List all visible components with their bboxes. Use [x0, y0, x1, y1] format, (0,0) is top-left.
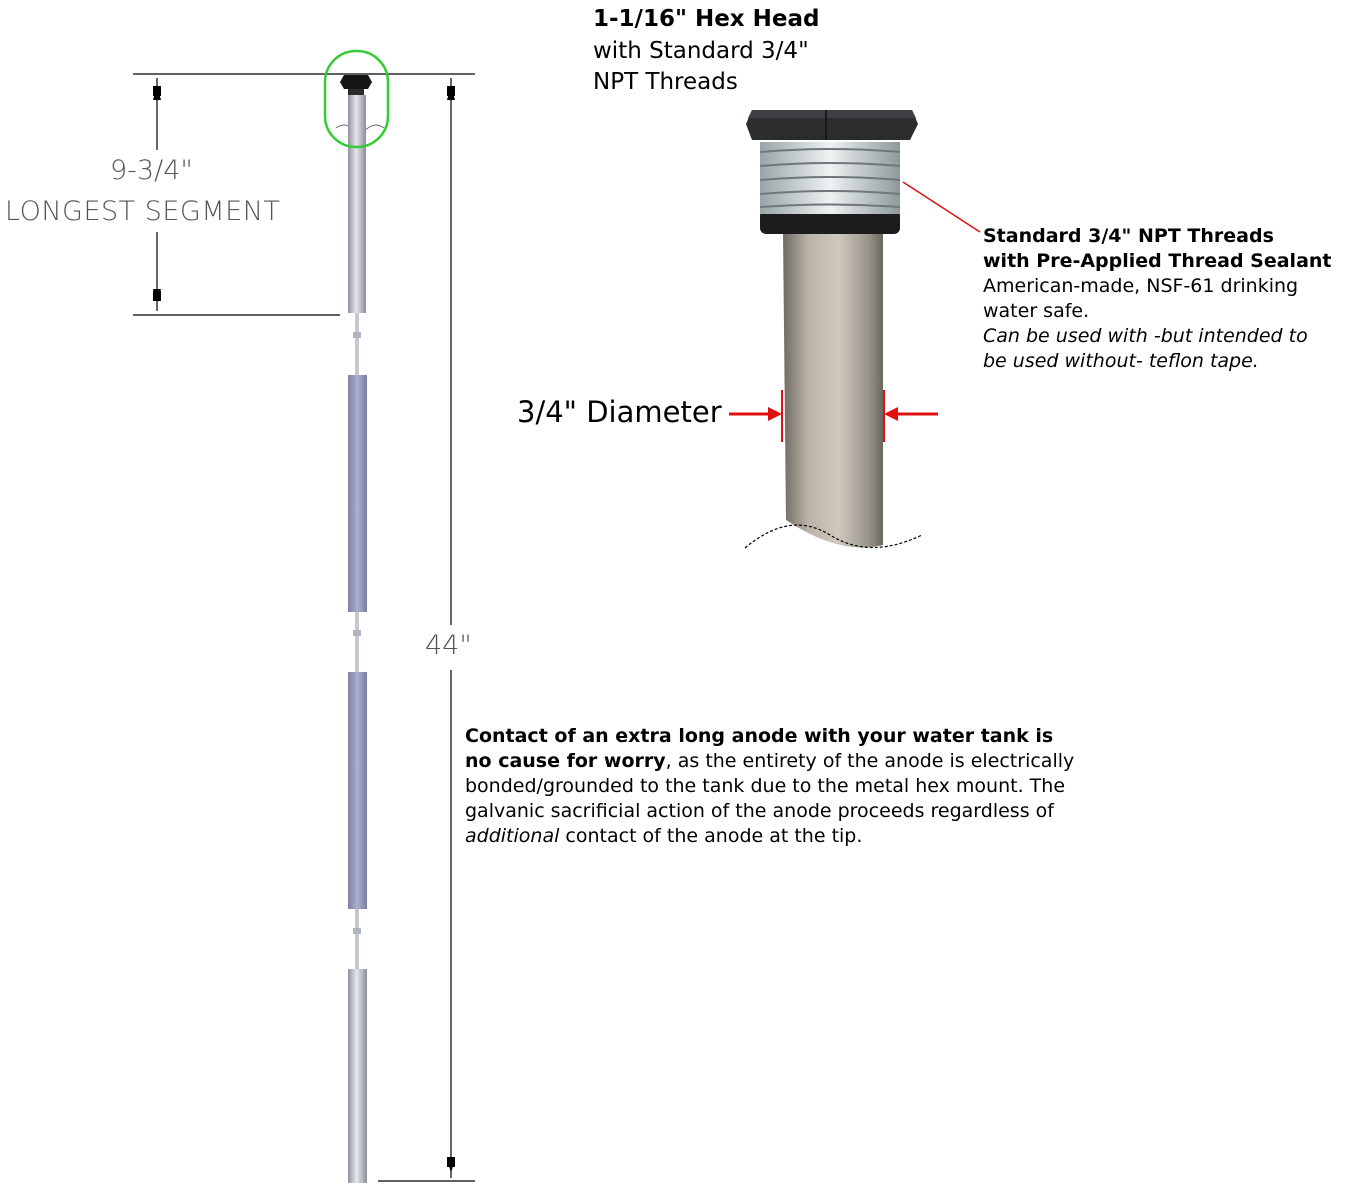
thread-note-line-1: American-made, NSF-61 drinking — [983, 275, 1299, 297]
total-length-value: 44" — [425, 630, 472, 661]
rod-segment-2 — [348, 375, 367, 612]
total-dimension-line — [447, 78, 455, 1178]
hex-head-subtitle-1: with Standard 3/4" — [593, 38, 809, 64]
thread-note-line-2: water safe. — [983, 300, 1090, 322]
thread-note-italic-1: Can be used with -but intended to — [983, 325, 1308, 347]
segment-dimension-line — [153, 78, 161, 311]
contact-note-text-1: , as the entirety of the anode is electrically bonded/grounded to the tank due to the metal hex mount. The galvanic sacrificial action of the anode proceeds regardless of — [465, 750, 1075, 822]
thread-note-italic-2: be used without- teflon tape. — [983, 350, 1259, 372]
hex-head-small — [340, 75, 372, 89]
rod-segment-4 — [348, 969, 367, 1183]
contact-note-text-2: contact of the anode at the tip. — [559, 825, 863, 847]
rod-segment-1 — [348, 95, 366, 313]
anode-rod — [336, 75, 384, 1183]
thread-callout-line — [903, 182, 980, 232]
thread-note-heading-1: Standard 3/4" NPT Threads — [983, 225, 1274, 247]
contact-note — [465, 724, 1085, 849]
contact-note-bold: Contact of an extra long anode with your water tank is no cause for worry — [465, 725, 1054, 772]
diameter-label: 3/4" Diameter — [517, 395, 722, 429]
rod-segment-3 — [348, 672, 367, 909]
thread-note — [983, 224, 1332, 374]
hex-head-subtitle-2: NPT Threads — [593, 69, 738, 95]
hex-head-title: 1-1/16" Hex Head — [593, 6, 820, 32]
segment-length-value: 9-3/4" — [110, 155, 193, 186]
thread-note-heading-2: with Pre-Applied Thread Sealant — [983, 250, 1332, 272]
contact-note-italic: additional — [465, 825, 560, 847]
hex-closeup-illustration — [745, 110, 922, 548]
segment-length-label: LONGEST SEGMENT — [5, 196, 281, 227]
